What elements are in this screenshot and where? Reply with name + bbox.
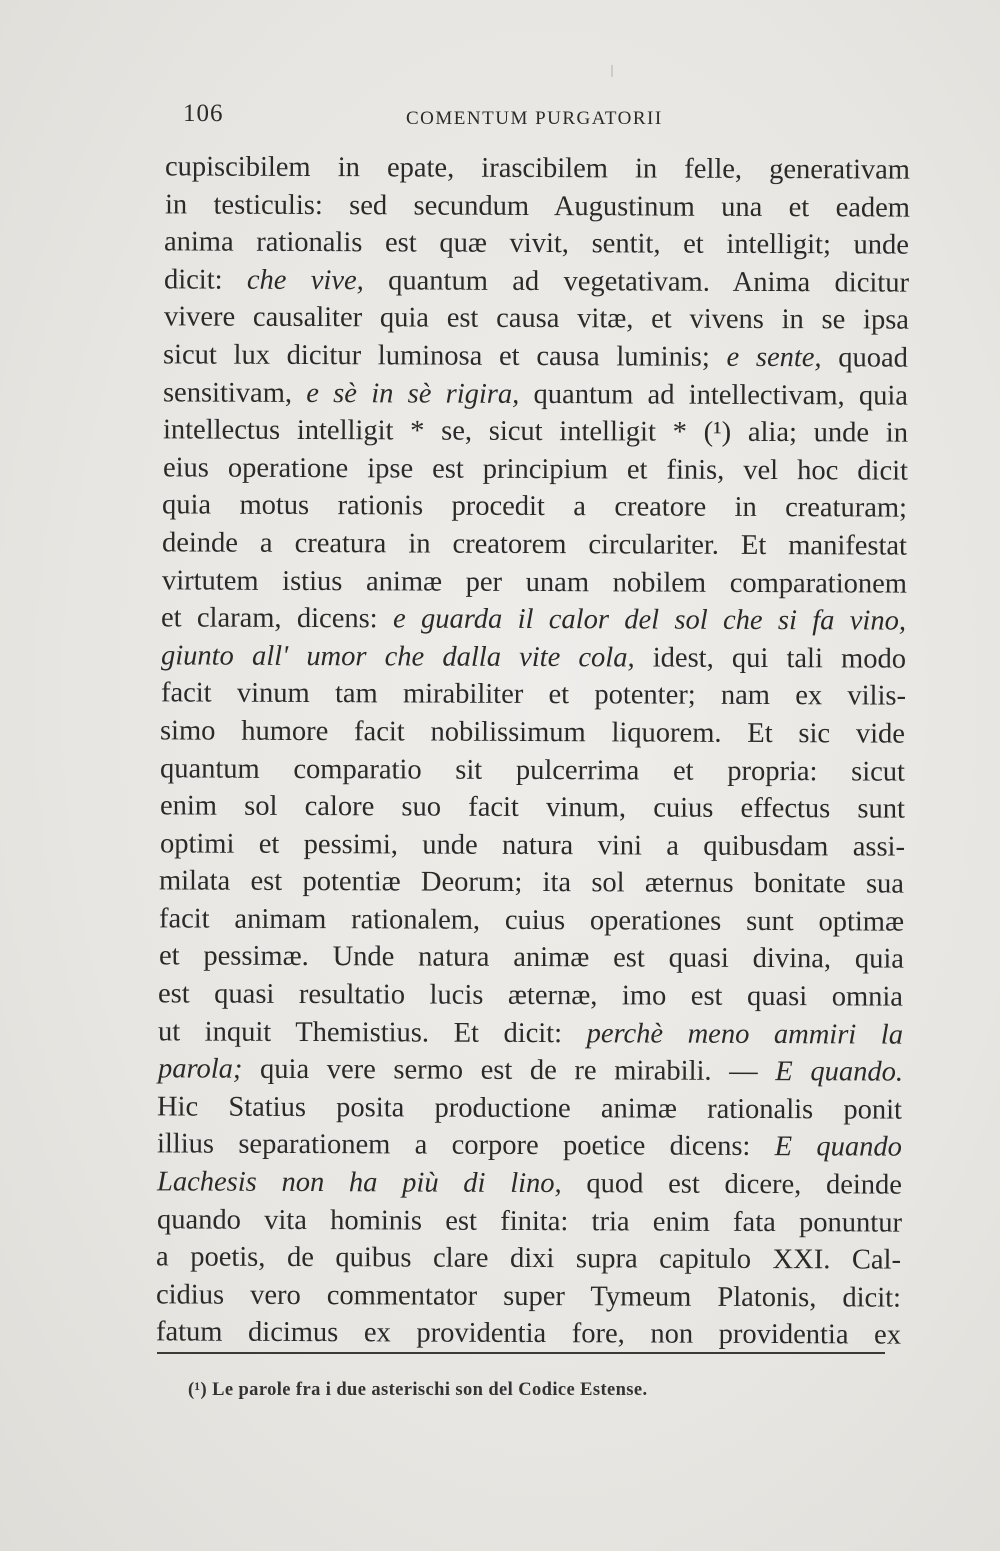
page-header [183, 100, 893, 140]
text-segment: quoad [821, 342, 909, 374]
text-line [159, 863, 904, 904]
text-line [159, 900, 904, 941]
text-line [162, 524, 907, 565]
text-line [162, 487, 907, 528]
text-segment: cupiscibilem in epate, irascibilem in felle, generativam [164, 151, 911, 186]
text-line [158, 975, 903, 1016]
text-segment: a poetis, de quibus clare dixi supra capitulo XXI. Cal- [155, 1241, 902, 1276]
text-line [163, 374, 908, 415]
text-line [156, 1239, 901, 1280]
text-segment: facit vinum tam mirabiliter et potenter; nam ex vilis- [160, 677, 907, 712]
text-segment: fatum dicimus ex providentia fore, non providentia ex [155, 1316, 902, 1352]
text-segment: ut inquit Themistius. Et dicit: [157, 1016, 587, 1049]
paper-speck [611, 65, 613, 77]
text-segment: dicit: [163, 264, 247, 296]
footnote [188, 1380, 888, 1401]
text-segment: illius separationem a corpore poetice dicens: [156, 1128, 775, 1163]
text-line [160, 787, 905, 828]
text-segment: facit animam rationalem, cuius operationes sunt optimæ [158, 903, 905, 938]
italic-quote: parola; [157, 1053, 243, 1085]
text-segment: quantum comparatio sit pulcerrima et propria: sicut [159, 752, 906, 788]
italic-quote: giunto all' umor che dalla vite cola, [160, 640, 635, 674]
text-line [161, 675, 906, 716]
italic-quote: e sè in sè rigira, [306, 377, 520, 410]
text-segment: cidius vero commentator super Tymeum Platonis, dicit: [155, 1279, 902, 1314]
text-line [164, 299, 909, 340]
text-segment: optimi et pessimi, unde natura vini a quibusdam assi- [159, 828, 906, 863]
text-line [157, 1088, 902, 1129]
footnote-text: Le parole fra i due asterischi son del Codice Estense. [212, 1380, 648, 1400]
text-segment: sensitivam, [162, 376, 307, 409]
text-segment: quantum ad intellectivam, quia [519, 378, 909, 412]
text-segment: Hic Statius posita productione animæ rationalis ponit [156, 1091, 903, 1126]
text-segment: quia vere sermo est de re mirabili. — [242, 1053, 776, 1088]
text-segment: enim sol calore suo facit vinum, cuius effectus sunt [159, 790, 906, 825]
text-line [165, 186, 910, 227]
text-segment: quando vita hominis est finita: tria enim fata ponuntur [156, 1203, 903, 1239]
body-text [155, 150, 911, 1353]
text-line [157, 1126, 902, 1167]
italic-quote: e sente, [726, 341, 822, 374]
text-line [158, 1051, 903, 1092]
text-line [161, 637, 906, 678]
page-number: 106 [183, 100, 224, 127]
running-title: COMENTUM PURGATORII [406, 108, 663, 129]
text-line [156, 1314, 901, 1355]
text-line [157, 1201, 902, 1242]
text-line [164, 261, 909, 302]
footnote-rule [157, 1352, 885, 1354]
text-segment: milata est potentiæ Deorum; ita sol æternus bonitate sua [158, 865, 905, 900]
text-line [164, 224, 909, 265]
text-line [165, 148, 910, 189]
text-line [157, 1163, 902, 1204]
text-segment: intellectus intelligit * se, sicut intelligit * (¹) alia; unde in [162, 414, 909, 449]
text-segment: et pessimæ. Unde natura animæ est quasi divina, quia [158, 940, 905, 976]
text-segment: et claram, dicens: [160, 602, 394, 635]
text-segment: idest, qui tali modo [634, 642, 907, 675]
text-segment: est quasi resultatio lucis æternæ, imo est quasi omnia [157, 978, 904, 1013]
text-segment: quantum ad vegetativam. Anima dicitur [363, 265, 910, 299]
text-line [159, 938, 904, 979]
text-line [163, 336, 908, 377]
text-line [163, 449, 908, 490]
text-line [160, 750, 905, 791]
italic-quote: Lachesis non ha più di lino, [156, 1166, 562, 1200]
text-segment: eius operatione ipse est principium et finis, vel hoc dicit [162, 452, 909, 487]
text-line [160, 825, 905, 866]
text-segment: sicut lux dicitur luminosa et causa luminis; [162, 339, 727, 373]
text-line [161, 599, 906, 640]
text-line [162, 562, 907, 603]
italic-quote: E quando [774, 1131, 903, 1164]
text-segment: deinde a creatura in creatorem circulariter. Et manifestat [161, 527, 908, 562]
text-segment: in testiculis: sed secundum Augustinum una et eadem [164, 188, 911, 224]
text-segment: virtutem istius animæ per unam nobilem comparationem [161, 564, 908, 600]
italic-quote: e guarda il calor del sol che si fa vino, [392, 603, 907, 637]
text-segment: quia motus rationis procedit a creatore in creaturam; [161, 489, 908, 524]
text-segment: quod est dicere, deinde [561, 1168, 903, 1201]
text-segment: simo humore facit nobilissimum liquorem. Et sic vide [159, 715, 906, 750]
text-line [160, 712, 905, 753]
text-line [158, 1013, 903, 1054]
italic-quote: che vive, [246, 264, 364, 297]
text-segment: anima rationalis est quæ vivit, sentit, et intelligit; unde [163, 226, 910, 261]
footnote-marker: (¹) [188, 1380, 208, 1400]
italic-quote: E quando. [775, 1056, 904, 1088]
italic-quote: perchè meno ammiri la [586, 1017, 904, 1051]
text-segment: vivere causaliter quia est causa vitæ, et vivens in se ipsa [163, 301, 910, 337]
text-line [163, 412, 908, 453]
text-line [156, 1276, 901, 1317]
